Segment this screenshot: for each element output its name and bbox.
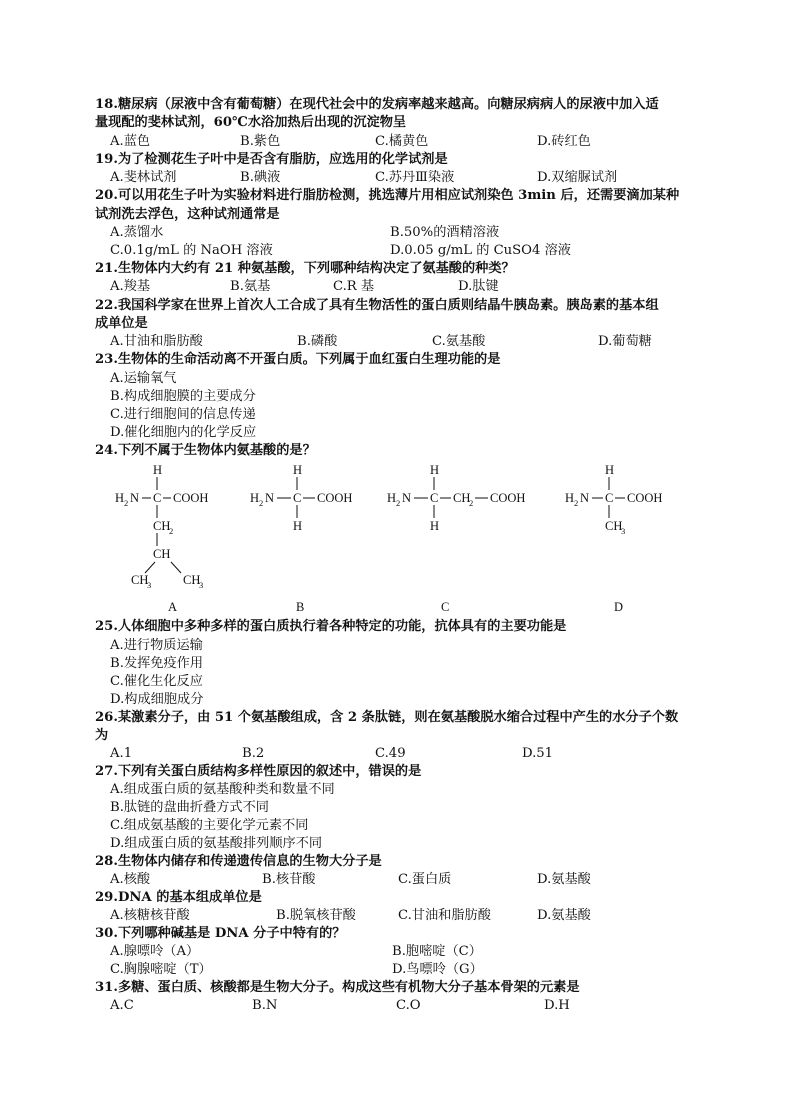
svg-text:H: H [153,463,163,477]
q27-option-d: D.组成蛋白质的氨基酸排列顺序不同 [110,836,323,851]
svg-text:3: 3 [199,580,204,590]
svg-text:H: H [605,463,615,477]
svg-text:H: H [293,463,303,477]
svg-text:C: C [153,491,162,505]
svg-text:2: 2 [574,498,579,508]
q22-option-b: B.磷酸 [297,334,338,349]
q28-option-c: C.蛋白质 [398,872,452,887]
structure-d-label: D [614,600,624,614]
q30-option-d: D.鸟嘌呤（G） [392,962,483,977]
q30-option-c: C.胸腺嘧啶（T） [110,962,212,977]
question-18-stem-line1: 18.糖尿病（尿液中含有葡萄糖）在现代社会中的发病率越来越高。向糖尿病病人的尿液中加入适 [95,97,659,112]
svg-text:H: H [250,491,260,505]
q20-option-b: B.50%的酒精溶液 [390,225,500,240]
structure-d [565,463,662,536]
q21-option-a: A.羧基 [110,279,151,294]
svg-text:C: C [293,491,302,505]
q30-option-a: A.腺嘌呤（A） [110,944,200,959]
q31-option-c: C.O [396,998,421,1013]
q18-option-b: B.紫色 [240,134,281,149]
q25-option-a: A.进行物质运输 [110,638,203,653]
svg-text:2: 2 [469,498,474,508]
svg-text:3: 3 [621,526,626,536]
svg-text:CH: CH [153,519,171,533]
svg-text:H: H [293,519,303,533]
svg-text:CH: CH [153,547,171,561]
question-28-stem: 28.生物体内储存和传递遗传信息的生物大分子是 [95,854,382,869]
question-22-stem-line2: 成单位是 [95,316,148,331]
q26-option-c: C.49 [375,746,406,761]
question-20-stem-line2: 试剂洗去浮色，这种试剂通常是 [95,207,280,222]
q29-option-c: C.甘油和脂肪酸 [398,908,491,923]
svg-text:H: H [115,491,125,505]
svg-text:CH: CH [605,519,623,533]
svg-text:COOH: COOH [627,491,663,505]
q21-option-d: D.肽键 [458,279,499,294]
structure-c-label: C [441,600,450,614]
q19-option-d: D.双缩脲试剂 [537,170,618,185]
svg-text:2: 2 [259,498,264,508]
q28-option-a: A.核酸 [110,872,151,887]
svg-text:COOH: COOH [490,491,526,505]
question-27-stem: 27.下列有关蛋白质结构多样性原因的叙述中，错误的是 [95,764,422,779]
svg-text:N: N [130,491,140,505]
question-19-stem: 19.为了检测花生子叶中是否含有脂肪，应选用的化学试剂是 [95,152,448,167]
question-26-stem-line1: 26.某激素分子，由 51 个氨基酸组成，含 2 条肽链，则在氨基酸脱水缩合过程中产生的水分子个数 [95,710,679,725]
q27-option-c: C.组成氨基酸的主要化学元素不同 [110,818,309,833]
q31-option-a: A.C [110,998,134,1013]
q26-option-b: B.2 [242,746,265,761]
q22-option-d: D.葡萄糖 [598,334,652,349]
question-23-stem: 23.生物体的生命活动离不开蛋白质。下列属于血红蛋白生理功能的是 [95,352,501,367]
question-21-stem: 21.生物体内大约有 21 种氨基酸，下列哪种结构决定了氨基酸的种类？ [95,261,515,276]
svg-text:2: 2 [169,526,174,536]
svg-text:2: 2 [124,498,129,508]
q27-option-a: A.组成蛋白质的氨基酸种类和数量不同 [110,782,335,797]
question-29-stem: 29.DNA 的基本组成单位是 [95,890,262,905]
q20-option-a: A.蒸馏水 [110,225,164,240]
q22-option-c: C.氨基酸 [432,334,486,349]
q21-option-c: C.R 基 [333,279,375,294]
q25-option-c: C.催化生化反应 [110,674,203,689]
amino-acid-structures [95,460,715,620]
q29-option-a: A.核糖核苷酸 [110,908,190,923]
q20-option-c: C.0.1g/mL 的 NaOH 溶液 [110,243,273,258]
svg-text:N: N [265,491,275,505]
svg-text:COOH: COOH [173,491,209,505]
question-24-stem: 24.下列不属于生物体内氨基酸的是？ [95,443,316,458]
q25-option-b: B.发挥免疫作用 [110,656,204,671]
question-25-stem: 25.人体细胞中多种多样的蛋白质执行着各种特定的功能，抗体具有的主要功能是 [95,619,567,634]
question-30-stem: 30.下列哪种碱基是 DNA 分子中特有的？ [95,926,346,941]
q21-option-b: B.氨基 [230,279,271,294]
q18-option-c: C.橘黄色 [375,134,429,149]
svg-text:2: 2 [396,498,401,508]
q19-option-b: B.碘液 [240,170,281,185]
q27-option-b: B.肽链的盘曲折叠方式不同 [110,800,269,815]
question-22-stem-line1: 22.我国科学家在世界上首次人工合成了具有生物活性的蛋白质则结晶牛胰岛素。胰岛素的基本组 [95,298,659,313]
q26-option-d: D.51 [522,746,554,761]
svg-text:N: N [580,491,590,505]
question-26-stem-line2: 为 [95,728,109,743]
structure-b [250,463,352,533]
q31-option-b: B.N [252,998,278,1013]
q25-option-d: D.构成细胞成分 [110,692,204,707]
q23-option-a: A.运输氧气 [110,371,177,386]
q30-option-b: B.胞嘧啶（C） [392,944,482,959]
svg-text:H: H [387,491,397,505]
q23-option-c: C.进行细胞间的信息传递 [110,407,256,422]
question-18-stem-line2: 量现配的斐林试剂，60℃水浴加热后出现的沉淀物呈 [95,115,407,130]
svg-text:3: 3 [147,580,152,590]
svg-text:COOH: COOH [317,491,353,505]
svg-text:CH: CH [131,573,149,587]
q18-option-a: A.蓝色 [110,134,151,149]
q23-option-b: B.构成细胞膜的主要成分 [110,389,256,404]
svg-text:H: H [565,491,575,505]
question-31-stem: 31.多糖、蛋白质、核酸都是生物大分子。构成这些有机物大分子基本骨架的元素是 [95,980,580,995]
q18-option-d: D.砖红色 [537,134,591,149]
q23-option-d: D.催化细胞内的化学反应 [110,425,257,440]
q31-option-d: D.H [544,998,570,1013]
q29-option-d: D.氨基酸 [537,908,591,923]
q28-option-d: D.氨基酸 [537,872,591,887]
structure-c [387,463,525,533]
structure-a-label: A [168,600,178,614]
question-20-stem-line1: 20.可以用花生子叶为实验材料进行脂肪检测，挑选薄片用相应试剂染色 3min 后，还需要滴加某种 [95,188,680,203]
q20-option-d: D.0.05 g/mL 的 CuSO4 溶液 [390,243,571,258]
q19-option-a: A.斐林试剂 [110,170,177,185]
svg-text:H: H [430,463,440,477]
svg-text:CH: CH [183,573,201,587]
q22-option-a: A.甘油和脂肪酸 [110,334,203,349]
q28-option-b: B.核苷酸 [262,872,316,887]
svg-text:H: H [430,519,440,533]
q19-option-c: C.苏丹Ⅲ染液 [375,170,455,185]
svg-text:N: N [402,491,412,505]
structure-a [115,463,208,590]
structure-b-label: B [296,600,305,614]
q26-option-a: A.1 [110,746,133,761]
svg-text:C: C [605,491,614,505]
svg-text:CH: CH [453,491,471,505]
q29-option-b: B.脱氧核苷酸 [276,908,356,923]
svg-text:C: C [430,491,439,505]
